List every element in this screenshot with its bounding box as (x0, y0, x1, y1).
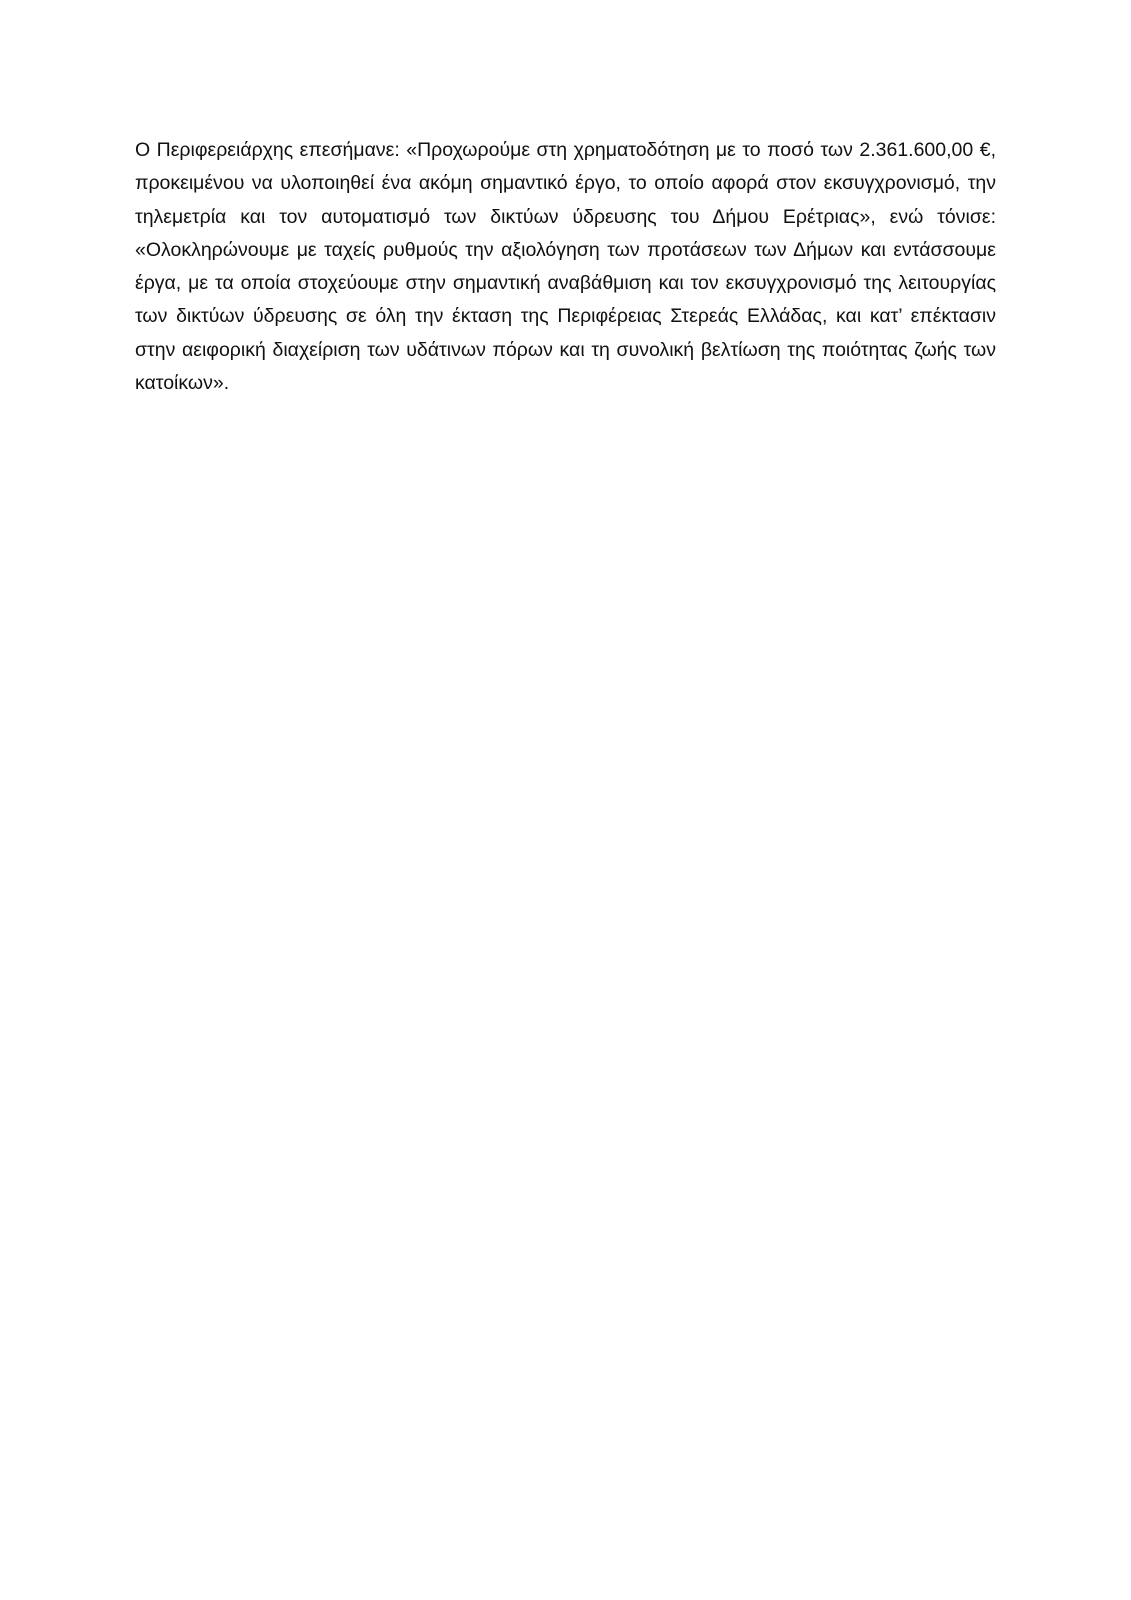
body-paragraph: Ο Περιφερειάρχης επεσήμανε: «Προχωρούμε στη χρηματοδότηση με το ποσό των 2.361.600,00 €, προκειμένου να υλοποιηθεί ένα ακόμη σημαντικό έργο, το οποίο αφορά στον εκσυγχρονισμό, την τηλεμετρία και τον αυτοματισμό των δικτύων ύδρευσης του Δήμου Ερέτριας», ενώ τόνισε: «Ολοκληρώνουμε με ταχείς ρυθμούς την αξιολόγηση των προτάσεων των Δήμων και εντάσσουμε έργα, με τα οποία στοχεύουμε στην σημαντική αναβάθμιση και τον εκσυγχρονισμό της λειτουργίας των δικτύων ύδρευσης σε όλη την έκταση της Περιφέρειας Στερεάς Ελλάδας, και κατ’ επέκτασιν στην αειφορική διαχείριση των υδάτινων πόρων και τη συνολική βελτίωση της ποιότητας ζωής των κατοίκων». (135, 139, 996, 395)
